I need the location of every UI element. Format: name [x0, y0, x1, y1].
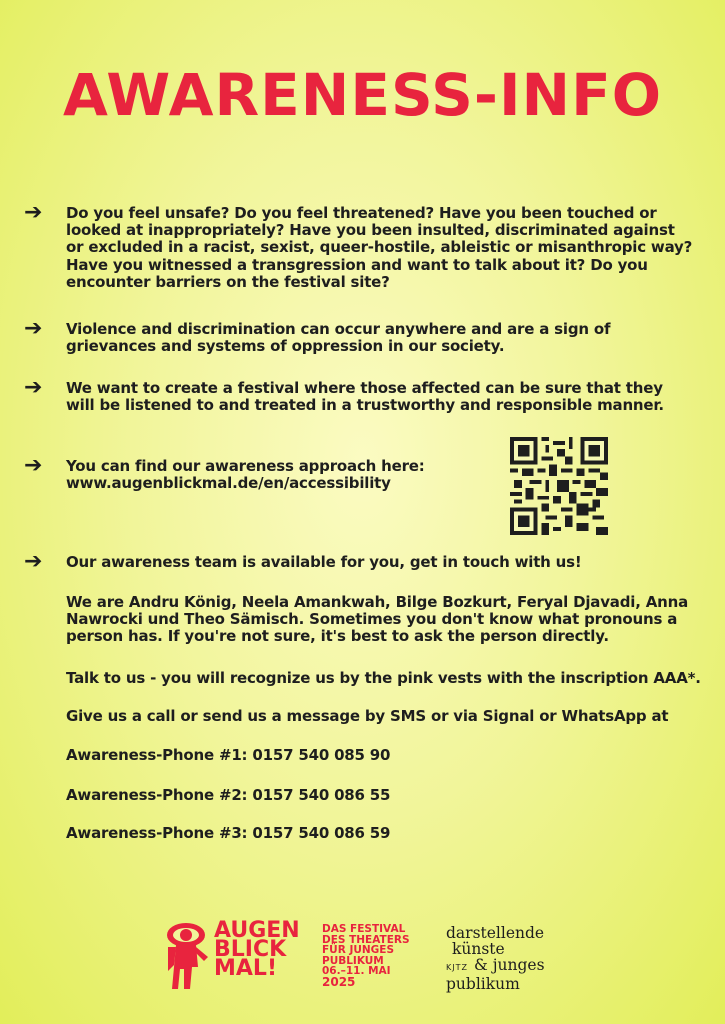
item-text: You can find our awareness approach here: — [66, 457, 425, 475]
partner-line: darstellende — [446, 924, 545, 942]
list-item — [24, 375, 694, 415]
approach-link[interactable]: www.augenblickmal.de/en/accessibility — [66, 474, 391, 493]
item-text: We want to create a festival where those affected can be sure that they will be listened to and treated in a trustworthy and responsible manner. — [66, 379, 664, 415]
arrow-right-icon: ➔ — [24, 549, 43, 574]
arrow-right-icon: ➔ — [24, 316, 43, 341]
partner-line: publikum — [446, 975, 520, 993]
phone-number-3[interactable]: Awareness-Phone #3: 0157 540 086 59 — [66, 824, 391, 842]
partner-line: künste — [452, 940, 505, 958]
list-item — [24, 549, 694, 574]
arrow-right-icon: ➔ — [24, 200, 43, 225]
logo-line-1: AUGEN — [214, 918, 300, 943]
logo-line-3: MAL! — [214, 956, 277, 981]
item-text: Violence and discrimination can occur anywhere and are a sign of grievances and systems of oppression in our society. — [66, 320, 611, 356]
festival-year: 2025 — [322, 974, 356, 989]
logo-line-2: BLICK — [214, 937, 287, 962]
festival-line: DAS FESTIVAL — [322, 923, 406, 935]
festival-line: FÜR JUNGES — [322, 944, 395, 956]
arrow-right-icon: ➔ — [24, 375, 43, 400]
item-text: Do you feel unsafe? Do you feel threatened? Have you been touched or looked at inappropriately? Have you been insulted, discriminated against or excluded in a racist, sexist, queer-hostile, ableistic or misanthropic way? Have you witnessed a transgression and want to talk about it? Do you encounter barriers on the festival site? — [66, 204, 693, 291]
team-paragraph: We are Andru König, Neela Amankwah, Bilge Bozkurt, Feryal Djavadi, Anna Nawrocki und Theo Sämisch. Sometimes you don't know what pronouns a person has. If you're not sure, it's best to ask the person directly. — [66, 593, 689, 646]
festival-dates: 06.–11. MAI — [322, 965, 391, 977]
festival-line: DES THEATERS — [322, 933, 410, 946]
partner-line: & junges — [473, 956, 545, 974]
arrow-right-icon: ➔ — [24, 453, 43, 478]
festival-description — [322, 924, 432, 987]
phone-number-2[interactable]: Awareness-Phone #2: 0157 540 086 55 — [66, 786, 391, 804]
vest-paragraph: Talk to us - you will recognize us by the pink vests with the inscription AAA*. — [66, 669, 701, 687]
festival-line: PUBLIKUM — [322, 954, 384, 967]
partner-logo — [446, 925, 545, 992]
list-item — [24, 316, 694, 356]
figure-icon — [164, 921, 212, 993]
list-item — [24, 200, 694, 291]
partner-kjtz: KJTZ — [446, 963, 468, 972]
qr-code-icon[interactable] — [510, 437, 608, 535]
page-title: AWARENESS-INFO — [62, 61, 663, 129]
list-item — [24, 453, 464, 493]
item-text: Our awareness team is available for you, get in touch with us! — [66, 553, 582, 571]
phone-number-1[interactable]: Awareness-Phone #1: 0157 540 085 90 — [66, 746, 391, 764]
contact-paragraph: Give us a call or send us a message by SMS or via Signal or WhatsApp at — [66, 707, 669, 725]
